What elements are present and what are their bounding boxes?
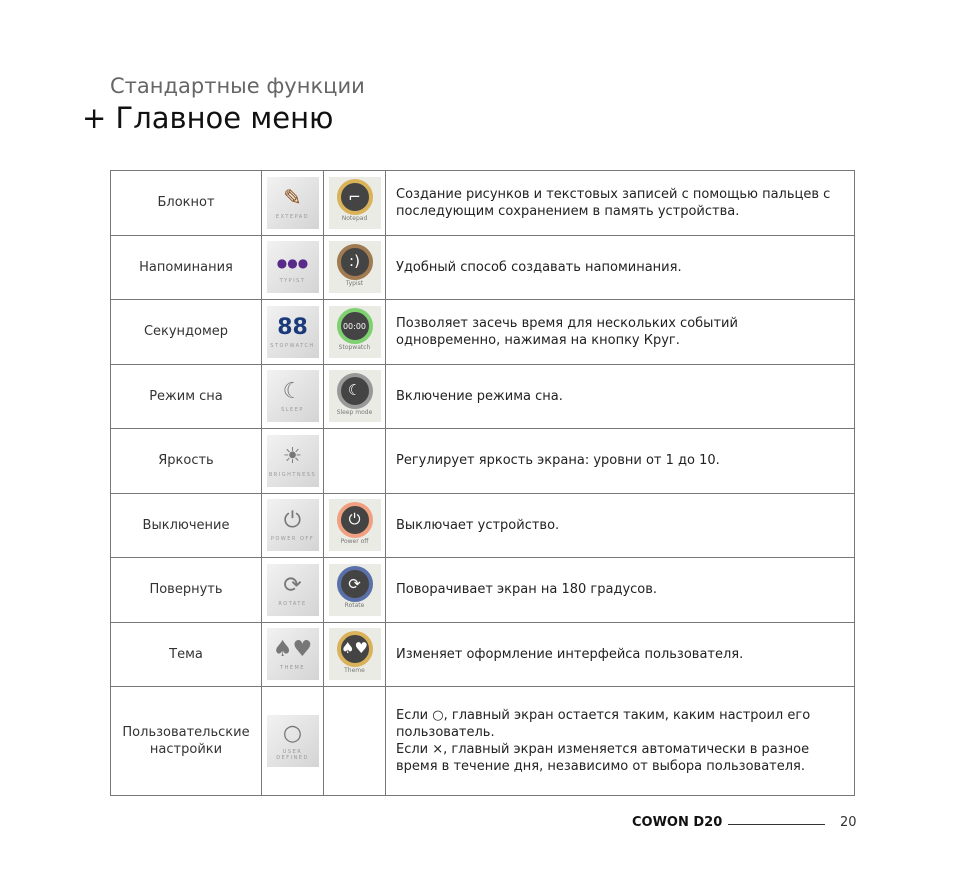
icon-caption: TYPIST xyxy=(279,278,306,285)
table-row xyxy=(111,493,855,558)
pencil-icon: ✎ EXTEPAD xyxy=(267,177,319,229)
feature-name: Яркость xyxy=(111,429,262,494)
table-row xyxy=(111,171,855,236)
icon-caption: THEME xyxy=(280,665,305,672)
footer-brand: COWON D20 xyxy=(632,815,723,830)
feature-name: Напоминания xyxy=(111,235,262,300)
icon-caption: EXTEPAD xyxy=(275,213,310,220)
table-row xyxy=(111,235,855,300)
icon-caption: POWER OFF xyxy=(270,536,315,543)
cards-icon: ♠♥ Theme xyxy=(329,628,381,680)
feature-name: Тема xyxy=(111,622,262,687)
feature-name: Пользовательские настройки xyxy=(111,687,262,796)
feature-description: Включение режима сна. xyxy=(386,364,855,429)
icon-caption: STOPWATCH xyxy=(270,342,315,349)
features-table xyxy=(110,170,855,796)
power-icon: ⏻ POWER OFF xyxy=(267,499,319,551)
icon-caption: Sleep mode xyxy=(336,408,373,416)
feature-description: Удобный способ создавать напоминания. xyxy=(386,235,855,300)
icon-caption: Theme xyxy=(344,666,365,674)
rotate-icon: ⟳ Rotate xyxy=(329,564,381,616)
smiley-icon: :) Typist xyxy=(329,241,381,293)
section-subtitle: Стандартные функции xyxy=(110,74,365,98)
feature-description: Позволяет засечь время для нескольких событий одновременно, нажимая на кнопку Круг. xyxy=(386,300,855,365)
feature-name: Повернуть xyxy=(111,558,262,623)
moon-icon: ☾ Sleep mode xyxy=(329,370,381,422)
icon-caption: SLEEP xyxy=(281,407,304,414)
rotate-icon: ⟳ ROTATE xyxy=(267,564,319,616)
icon-caption: BRIGHTNESS xyxy=(268,471,317,478)
table-row xyxy=(111,429,855,494)
feature-description: Изменяет оформление интерфейса пользователя. xyxy=(386,622,855,687)
page-number: 20 xyxy=(840,815,857,830)
feature-name: Блокнот xyxy=(111,171,262,236)
icon-caption: Power off xyxy=(340,537,369,545)
sun-icon: ☀ BRIGHTNESS xyxy=(267,435,319,487)
desc-line: Если ×, главный экран изменяется автоматически в разное время в течение дня, независимо от выбора пользователя. xyxy=(396,742,810,774)
feature-name: Выключение xyxy=(111,493,262,558)
table-row xyxy=(111,558,855,623)
icon-caption: Typist xyxy=(345,279,364,287)
circle-icon: ○ USER DEFINED xyxy=(267,715,319,767)
feature-description xyxy=(386,687,855,796)
typist-icon: ●●● TYPIST xyxy=(267,241,319,293)
icon-caption: Rotate xyxy=(344,602,365,610)
stopwatch-icon: 00:00 Stopwatch xyxy=(329,306,381,358)
cards-icon: ♠♥ THEME xyxy=(267,628,319,680)
table-row xyxy=(111,300,855,365)
moon-icon: ☾ SLEEP xyxy=(267,370,319,422)
empty-cell xyxy=(324,687,386,796)
feature-name: Режим сна xyxy=(111,364,262,429)
table-row xyxy=(111,687,855,796)
digits-icon: 88 STOPWATCH xyxy=(267,306,319,358)
power-icon: ⏻ Power off xyxy=(329,499,381,551)
empty-cell xyxy=(324,429,386,494)
icon-caption: USER DEFINED xyxy=(276,749,309,761)
desc-line: Если ○, главный экран остается таким, каким настроил его пользователь. xyxy=(396,708,811,740)
paint-roller-icon: ⌐ Notepad xyxy=(329,177,381,229)
feature-description: Создание рисунков и текстовых записей с помощью пальцев с последующим сохранением в память устройства. xyxy=(386,171,855,236)
page-title: + Главное меню xyxy=(82,101,334,135)
table-row xyxy=(111,364,855,429)
icon-caption: Stopwatch xyxy=(338,344,371,352)
feature-description: Регулирует яркость экрана: уровни от 1 до 10. xyxy=(386,429,855,494)
feature-description: Поворачивает экран на 180 градусов. xyxy=(386,558,855,623)
feature-name: Секундомер xyxy=(111,300,262,365)
icon-caption: Notepad xyxy=(341,215,368,223)
icon-caption: ROTATE xyxy=(278,600,307,607)
footer-divider xyxy=(728,824,825,825)
feature-description: Выключает устройство. xyxy=(386,493,855,558)
table-row xyxy=(111,622,855,687)
